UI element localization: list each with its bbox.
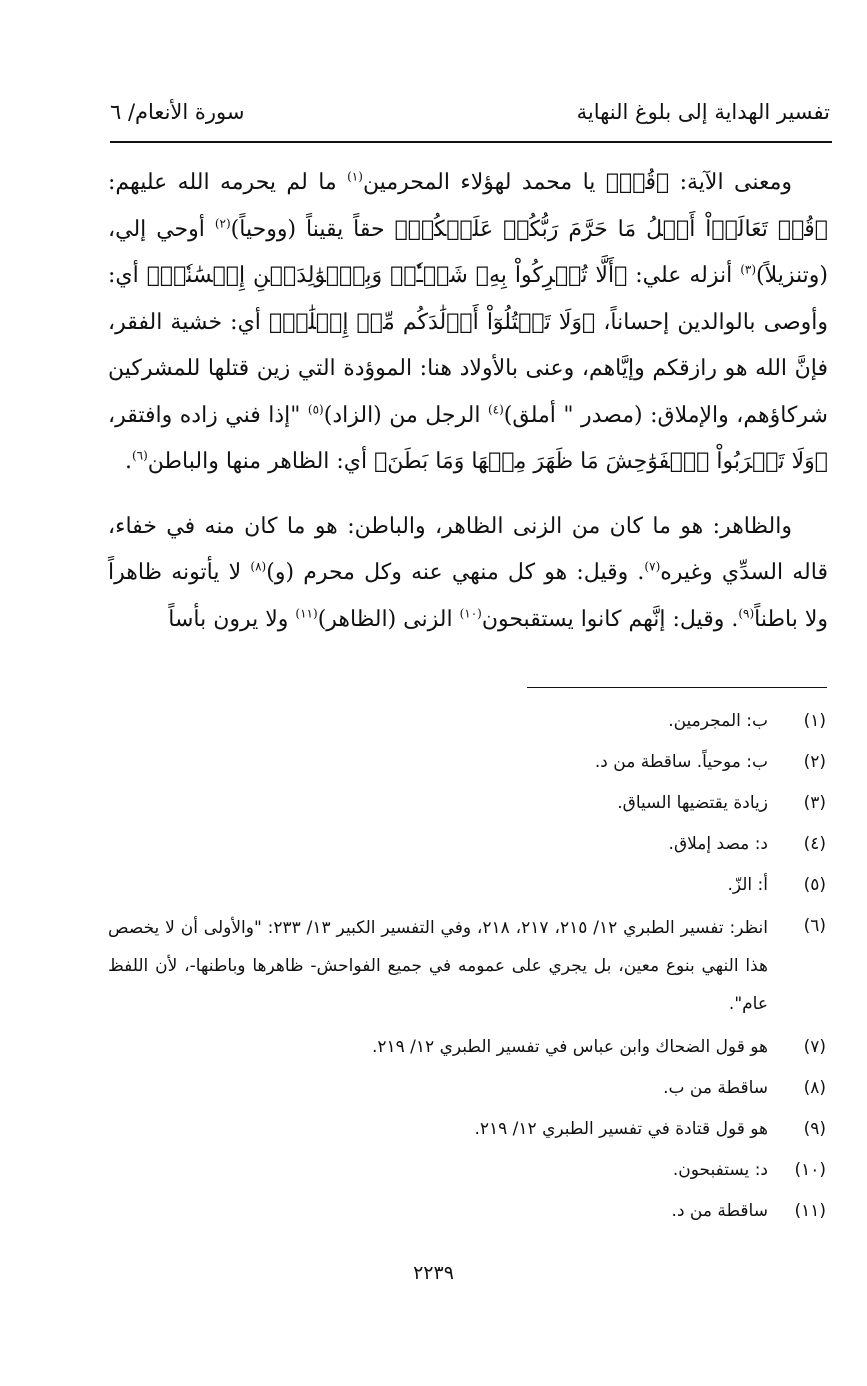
footnote-number: (٣) [803,793,826,813]
main-text [108,160,828,643]
text-run: أوحي إلي، (وتنزيلاً) [108,216,828,288]
footnote-text: زيادة يقتضيها السياق. [617,793,768,813]
footnote-number: (٦) [803,916,826,936]
footnote-ref[interactable]: (٧) [644,559,661,574]
text-run: لا يأتونه ظاهراً ولا باطناً [108,560,828,632]
footnote-ref[interactable]: (٥) [307,402,324,417]
quran-quote: ﴿وَلَا تَقۡتُلُوٓاْ أَوۡلَٰدَكُم مِّنۡ إِمۡلَٰقٖ﴾ [269,309,596,335]
footnote-number: (٧) [803,1037,826,1057]
footnote-number: (٨) [803,1078,826,1098]
running-header [110,96,830,136]
footnote-ref[interactable]: (١٠) [459,606,482,621]
footnote [108,1112,826,1146]
footnote [108,827,826,861]
footnote [108,909,826,1023]
footnote-separator [527,687,827,688]
text-run: أي: خشية الفقر، فإنَّ الله هو رازقكم وإيَّاهم، وعنى بالأولاد هنا: الموؤدة التي زين قتلها للمشركين شركاؤهم، والإملاق: (مصدر " أملق) [108,309,828,428]
text-run: الرجل من (الزاد) [323,402,488,428]
footnote-ref[interactable]: (٢) [214,216,231,231]
text-run: أي: وأوصى بالوالدين إحساناً، [108,263,828,335]
footnote-ref[interactable]: (٩) [738,606,755,621]
text-run: حقاً يقيناً (ووحياً) [230,216,395,242]
paragraph-1 [108,160,828,486]
text-run: . [124,449,132,474]
footnote [108,786,826,820]
footnote-text: هو قول الضحاك وابن عباس في تفسير الطبري ١٢/ ٢١٩. [371,1037,768,1057]
footnote-ref[interactable]: (١١) [295,606,318,621]
footnote-text: أ: الزّ. [727,875,768,895]
footnote-text: ب: المجرمين. [668,711,768,731]
footnote [108,1071,826,1105]
text-run: الزنى (الظاهر) [317,606,460,632]
footnote-ref[interactable]: (٤) [487,402,504,417]
text-run: والظاهر: هو ما كان من الزنى الظاهر، والباطن: هو ما كان منه في خفاء، قاله السدِّي وغيره [108,513,828,585]
text-run: أي: الظاهر منها والباطن [147,449,375,474]
footnote [108,745,826,779]
footnote-number: (٤) [803,834,826,854]
quran-quote: ﴿وَلَا تَقۡرَبُواْ ٱلۡفَوَٰحِشَ مَا ظَهَرَ مِنۡهَا وَمَا بَطَنَ﴾ [374,449,828,474]
footnote [108,704,826,738]
page-number: ٢٢٣٩ [413,1262,454,1284]
text-run: . وقيل: هو كل منهي عنه وكل محرم (و) [266,560,645,585]
footnote-text: ساقطة من د. [671,1201,768,1221]
footnote [108,868,826,902]
book-title: تفسير الهداية إلى بلوغ النهاية [576,100,830,124]
footnote-number: (٥) [803,875,826,895]
footnote-ref[interactable]: (٦) [131,448,148,463]
footnote-ref[interactable]: (١) [347,169,363,184]
footnote-text: د: مصد إملاق. [668,834,768,854]
paragraph-2 [108,504,828,644]
footnote-number: (١٠) [794,1160,826,1180]
footnotes [108,704,826,1235]
footnote-number: (١) [803,711,826,731]
footnote [108,1194,826,1228]
footnote [108,1153,826,1187]
text-run: يا محمد لهؤلاء المحرمين [362,170,606,195]
footnote-text: د: يستفبحون. [672,1160,768,1180]
footnote-number: (١١) [794,1201,826,1221]
quran-quote: ﴿قُلۡ﴾ [605,170,670,195]
footnote-text: هو قول قتادة في تفسير الطبري ١٢/ ٢١٩. [474,1119,768,1139]
text-run: "إذا فني زاده وافتقر، [108,402,308,428]
text-run: ولا يرون بأساً [168,606,296,632]
footnote [108,1030,826,1064]
text-run: ومعنى الآية: [669,170,792,195]
header-rule [110,141,832,143]
quran-quote: ﴿قُلۡ تَعَالَوۡاْ أَتۡلُ مَا حَرَّمَ رَبُّكُمۡ عَلَيۡكُمۡ﴾ [394,216,829,242]
footnote-text: انظر: تفسير الطبري ١٢/ ٢١٥، ٢١٧، ٢١٨، وفي التفسير الكبير ١٣/ ٢٣٣: "والأولى أن لا يخصص هذا النهي بنوع معين، بل يجري على عمومه في جميع الفواحش- ظاهرها وباطنها-، لأن اللفظ عام". [108,918,769,1014]
footnote-text: ساقطة من ب. [663,1078,768,1098]
footnote-ref[interactable]: (٨) [250,559,267,574]
surah-title: سورة الأنعام/ ٦ [110,100,245,124]
text-run: . وقيل: إنَّهم كانوا يستقبحون [481,606,739,632]
quran-quote: ﴿أَلَّا تُشۡرِكُواْ بِهِۦ شَيۡـٔٗاۖ وَبِٱلۡوَٰلِدَيۡنِ إِحۡسَٰنٗاۖ﴾ [146,263,628,288]
footnote-text: ب: موحياً. ساقطة من د. [594,752,768,772]
footnote-number: (٩) [803,1119,826,1139]
footnote-ref[interactable]: (٣) [740,262,757,277]
footnote-number: (٢) [803,752,826,772]
text-run: أنزله علي: [627,263,741,288]
text-run: ما لم يحرمه الله عليهم: [108,170,348,195]
